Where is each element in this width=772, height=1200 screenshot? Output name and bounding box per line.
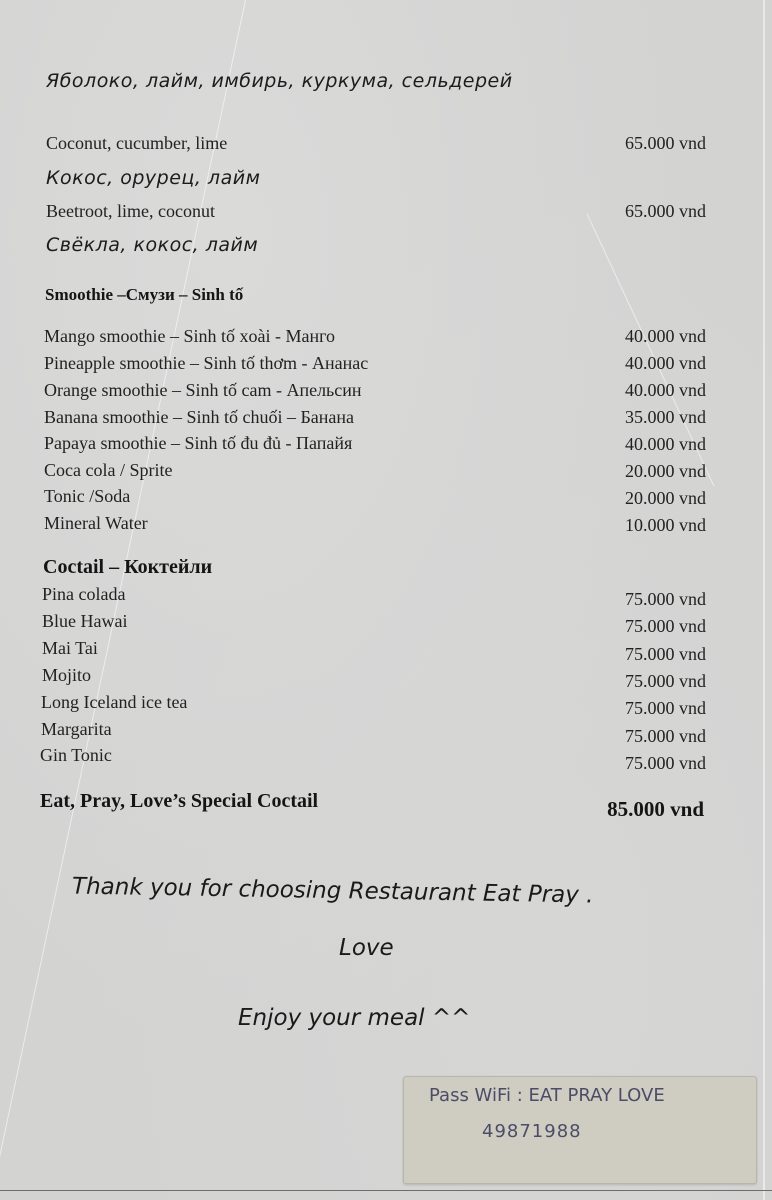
wifi-password-note bbox=[403, 1076, 757, 1184]
thanks-message-line2: Love bbox=[339, 935, 394, 961]
menu-item-price: 20.000 vnd bbox=[625, 461, 706, 481]
menu-item-price: 65.000 vnd bbox=[625, 201, 706, 221]
menu-item-price: 75.000 vnd bbox=[625, 644, 706, 664]
page-edge bbox=[763, 0, 765, 1200]
special-cocktail-price: 85.000 vnd bbox=[607, 797, 704, 821]
menu-item-price: 40.000 vnd bbox=[625, 353, 706, 373]
wifi-password: 49871988 bbox=[482, 1121, 582, 1142]
menu-item-name: Pineapple smoothie – Sinh tố thơm - Ананас bbox=[44, 353, 369, 373]
menu-item-price: 40.000 vnd bbox=[625, 326, 706, 346]
enjoy-message: Enjoy your meal ^^ bbox=[238, 1005, 471, 1031]
menu-item-name-ru: Свёкла, кокос, лайм bbox=[46, 234, 259, 256]
menu-item-name: Mango smoothie – Sinh tố xoài - Манго bbox=[44, 326, 336, 346]
menu-item-price: 75.000 vnd bbox=[625, 616, 706, 636]
menu-item-name: Blue Hawai bbox=[42, 611, 128, 631]
menu-item-name: Mineral Water bbox=[44, 513, 148, 533]
menu-item-price: 75.000 vnd bbox=[625, 698, 706, 718]
menu-item-name-ru: Кокос, орурец, лайм bbox=[46, 167, 261, 189]
page-bottom-edge bbox=[0, 1190, 772, 1191]
menu-item-price: 40.000 vnd bbox=[625, 434, 706, 454]
menu-item-price: 10.000 vnd bbox=[625, 515, 706, 535]
wifi-note-line1: Pass WiFi : EAT PRAY LOVE bbox=[429, 1085, 665, 1106]
section-heading-cocktail: Coctail – Коктейли bbox=[43, 556, 213, 578]
menu-item-name: Coconut, cucumber, lime bbox=[46, 133, 228, 153]
menu-item-price: 75.000 vnd bbox=[625, 589, 706, 609]
menu-item-price: 75.000 vnd bbox=[625, 726, 706, 746]
menu-item-price: 20.000 vnd bbox=[625, 488, 706, 508]
menu-item-name: Pina colada bbox=[42, 584, 126, 604]
menu-item-price: 65.000 vnd bbox=[625, 133, 706, 153]
menu-item-name: Mojito bbox=[42, 665, 92, 685]
menu-item-name: Papaya smoothie – Sinh tố đu đủ - Папайя bbox=[44, 433, 353, 453]
menu-item-name: Mai Tai bbox=[42, 638, 98, 658]
menu-item-name: Margarita bbox=[41, 719, 112, 739]
thanks-message: Thank you for choosing Restaurant Eat Pray . bbox=[71, 873, 594, 909]
menu-item-name: Gin Tonic bbox=[40, 745, 112, 765]
menu-item-name: Coca cola / Sprite bbox=[44, 460, 173, 480]
section-heading-smoothie: Smoothie –Смузи – Sinh tố bbox=[45, 285, 244, 304]
special-cocktail-name: Eat, Pray, Love’s Special Coctail bbox=[40, 790, 319, 812]
menu-item-name: Beetroot, lime, coconut bbox=[46, 201, 215, 221]
menu-item-name: Long Iceland ice tea bbox=[41, 692, 188, 712]
menu-item-name: Orange smoothie – Sinh tố cam - Апельсин bbox=[44, 380, 362, 400]
menu-item-name: Banana smoothie – Sinh tố chuối – Банана bbox=[44, 407, 355, 427]
menu-item-price: 35.000 vnd bbox=[625, 407, 706, 427]
menu-item-price: 75.000 vnd bbox=[625, 753, 706, 773]
juice-description-ru: Яболоко, лайм, имбирь, куркума, сельдерей bbox=[46, 70, 513, 92]
menu-item-name: Tonic /Soda bbox=[44, 486, 131, 506]
menu-item-price: 40.000 vnd bbox=[625, 380, 706, 400]
menu-item-price: 75.000 vnd bbox=[625, 671, 706, 691]
